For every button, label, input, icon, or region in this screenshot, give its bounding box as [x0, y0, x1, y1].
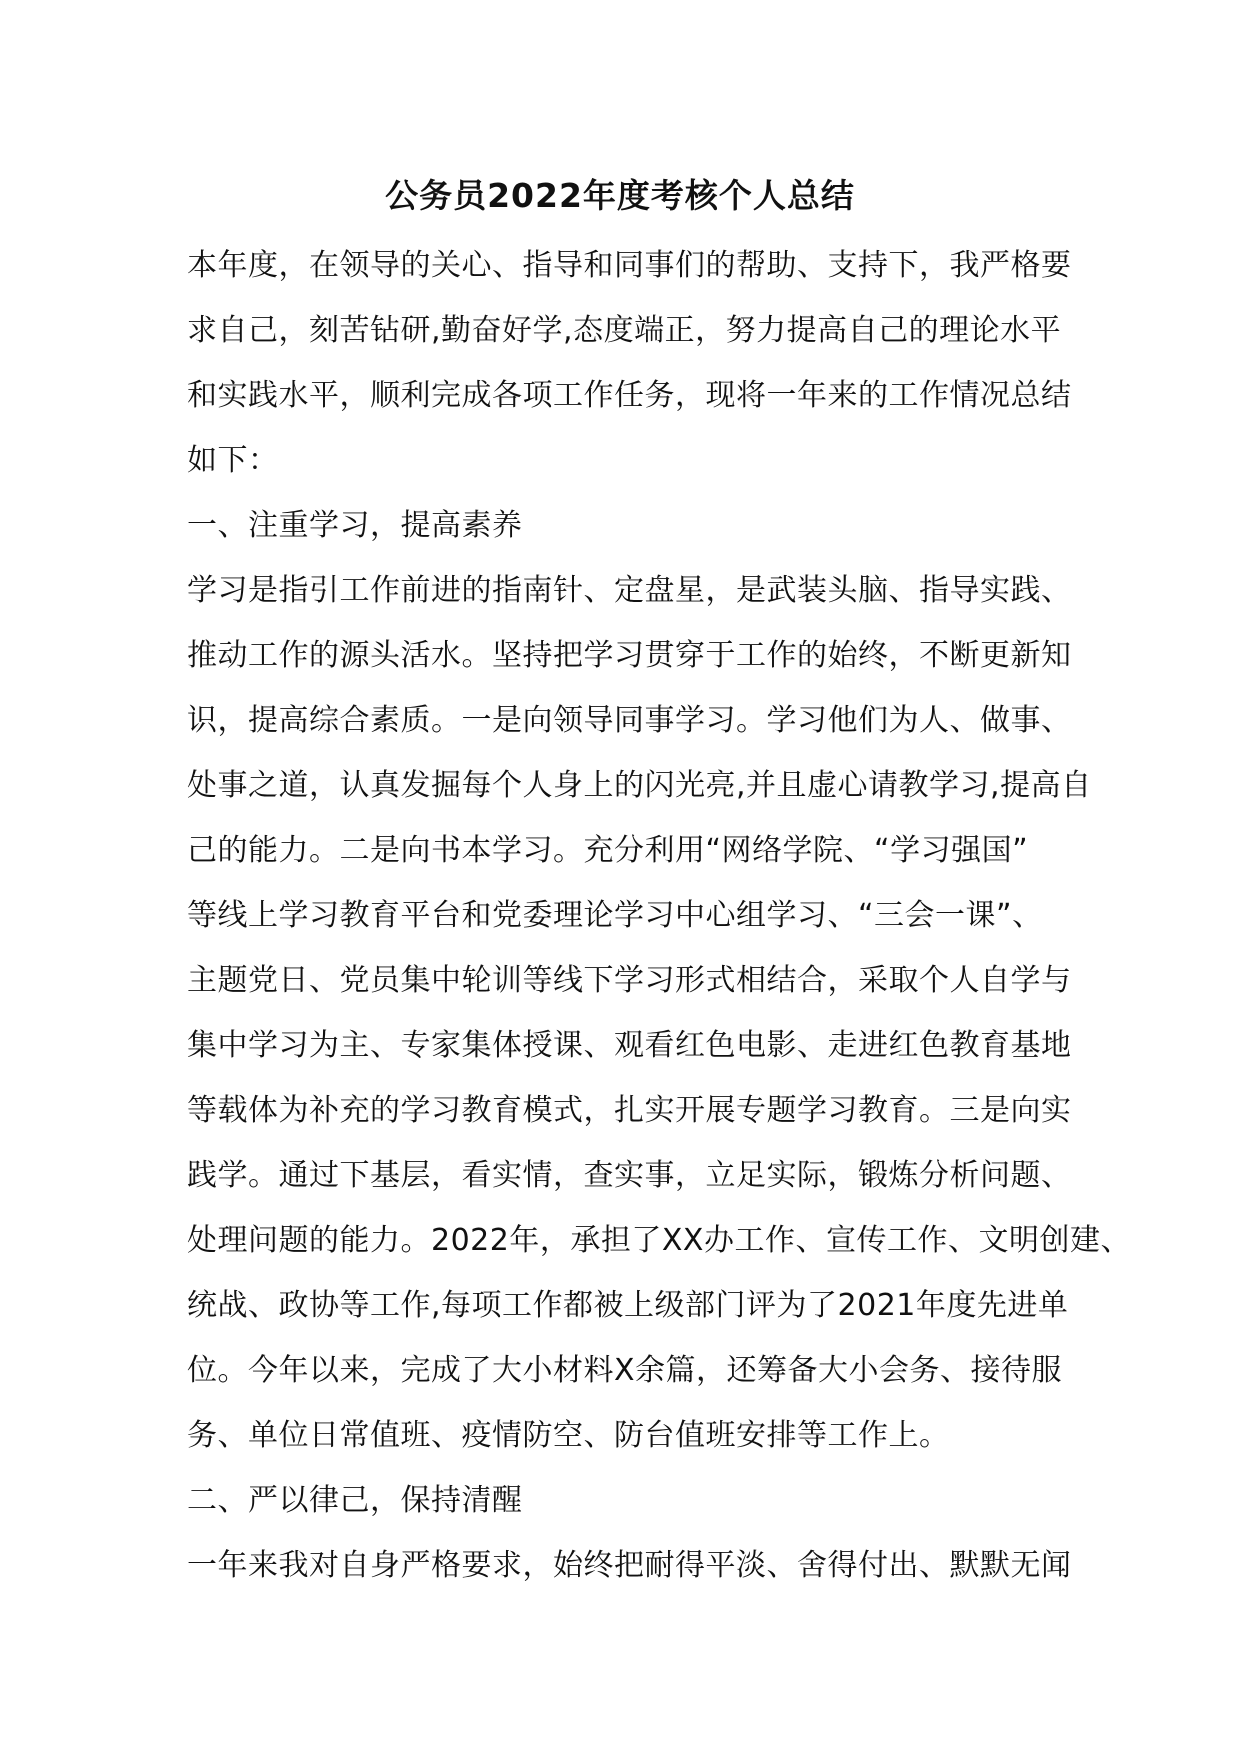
document-body: [187, 233, 1131, 1598]
text-line: 处事之道，认真发掘每个人身上的闪光亮,并且虚心请教学习,提高自: [187, 768, 1092, 803]
document-title: 公务员2022年度考核个人总结: [385, 176, 855, 215]
text-line: 一年来我对自身严格要求，始终把耐得平淡、舍得付出、默默无闻: [187, 1548, 1072, 1583]
text-line: 和实践水平，顺利完成各项工作任务，现将一年来的工作情况总结: [187, 378, 1072, 413]
text-line: 处理问题的能力。2022年，承担了XX办工作、宣传工作、文明创建、: [187, 1223, 1131, 1258]
text-line: 践学。通过下基层，看实情，查实事，立足实际，锻炼分析问题、: [187, 1158, 1072, 1193]
text-line: 等线上学习教育平台和党委理论学习中心组学习、“三会一课”、: [187, 898, 1043, 933]
text-line: 等载体为补充的学习教育模式，扎实开展专题学习教育。三是向实: [187, 1093, 1072, 1128]
text-line: 统战、政协等工作,每项工作都被上级部门评为了2021年度先进单: [187, 1288, 1069, 1323]
text-line: 如下：: [187, 443, 279, 478]
section-heading-1: 一、注重学习，提高素养: [187, 508, 523, 543]
text-line: 主题党日、党员集中轮训等线下学习形式相结合，采取个人自学与: [187, 963, 1072, 998]
text-line: 推动工作的源头活水。坚持把学习贯穿于工作的始终，不断更新知: [187, 638, 1072, 673]
text-line: 本年度，在领导的关心、指导和同事们的帮助、支持下，我严格要: [187, 248, 1072, 283]
section-heading-2: 二、严以律己，保持清醒: [187, 1483, 523, 1518]
text-line: 己的能力。二是向书本学习。充分利用“网络学院、“学习强国”: [187, 833, 1029, 868]
text-line: 集中学习为主、专家集体授课、观看红色电影、走进红色教育基地: [187, 1028, 1072, 1063]
text-line: 求自己，刻苦钻研,勤奋好学,态度端正，努力提高自己的理论水平: [187, 313, 1062, 348]
text-line: 学习是指引工作前进的指南针、定盘星，是武装头脑、指导实践、: [187, 573, 1072, 608]
text-line: 务、单位日常值班、疫情防空、防台值班安排等工作上。: [187, 1418, 950, 1453]
text-line: 识，提高综合素质。一是向领导同事学习。学习他们为人、做事、: [187, 703, 1072, 738]
text-line: 位。今年以来，完成了大小材料X余篇，还筹备大小会务、接待服: [187, 1353, 1063, 1388]
